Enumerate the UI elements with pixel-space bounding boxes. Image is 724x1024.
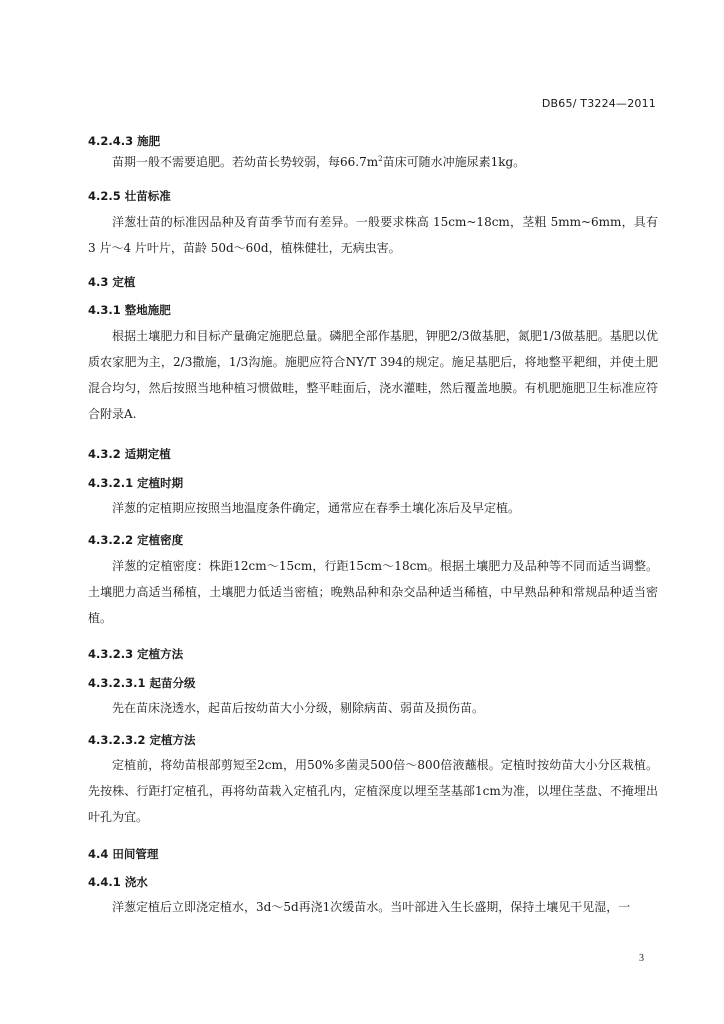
paragraph: 根据土壤肥力和目标产量确定施肥总量。磷肥全部作基肥，钾肥2/3做基肥，氮肥1/3做基肥。基肥以优质农家肥为主，2/3撒施，1/3沟施。施肥应符合NY/T 394的规定。施足基肥后，将地整平耙细，并使土肥混合均匀，然后按照当地种植习惯做畦，整平畦面后，浇水灌畦，然后覆盖地膜。有机肥施肥卫生标准应符合附录A. [88, 329, 658, 421]
section-heading: 4.2.5 壮苗标准 [88, 189, 171, 203]
document-id: DB65/ T3224—2011 [541, 97, 656, 110]
section-heading: 4.3.2.3.2 定植方法 [88, 733, 196, 747]
paragraph [88, 149, 658, 175]
paragraph-text-start: 苗期一般不需要追肥。若幼苗长势较弱，每66.7m [112, 155, 379, 169]
section-heading: 4.4 田间管理 [88, 847, 159, 861]
paragraph: 洋葱壮苗的标准因品种及育苗季节而有差异。一般要求株高 15cm~18cm，茎粗 5mm~6mm，具有 3 片～4 片叶片，苗龄 50d～60d，植株健壮，无病虫害。 [88, 215, 658, 255]
paragraph: 定植前，将幼苗根部剪短至2cm，用50%多菌灵500倍～800倍液蘸根。定植时按幼苗大小分区栽植。先按株、行距打定植孔，再将幼苗栽入定植孔内，定植深度以埋至茎基部1cm为准，以埋住茎盘、不掩埋出叶孔为宜。 [88, 758, 658, 824]
section-heading: 4.3.2.3.1 起苗分级 [88, 676, 196, 690]
paragraph: 洋葱定植后立即浇定植水，3d～5d再浇1次缓苗水。当叶部进入生长盛期，保持土壤见干见湿，一 [112, 900, 631, 914]
section-heading: 4.3.2.1 定植时期 [88, 476, 184, 490]
section-heading: 4.3.2.3 定植方法 [88, 647, 184, 661]
paragraph: 先在苗床浇透水，起苗后按幼苗大小分级，剔除病苗、弱苗及损伤苗。 [112, 701, 485, 715]
paragraph: 洋葱的定植密度：株距12cm～15cm，行距15cm～18cm。根据土壤肥力及品种等不同而适当调整。土壤肥力高适当稀植，土壤肥力低适当密植；晚熟品种和杂交品种适当稀植，中早熟品种和常规品种适当密植。 [88, 559, 658, 625]
superscript: 2 [378, 155, 383, 163]
page-number: 3 [639, 953, 644, 964]
section-heading: 4.3.2.2 定植密度 [88, 533, 184, 547]
paragraph: 洋葱的定植期应按照当地温度条件确定，通常应在春季土壤化冻后及早定植。 [112, 501, 521, 515]
section-heading: 4.2.4.3 施肥 [88, 134, 161, 148]
section-heading: 4.3.1 整地施肥 [88, 303, 171, 317]
paragraph-text-end: 苗床可随水冲施尿素1kg。 [382, 155, 526, 169]
section-heading: 4.3 定植 [88, 275, 136, 289]
section-heading: 4.3.2 适期定植 [88, 447, 171, 461]
section-heading: 4.4.1 浇水 [88, 875, 148, 889]
